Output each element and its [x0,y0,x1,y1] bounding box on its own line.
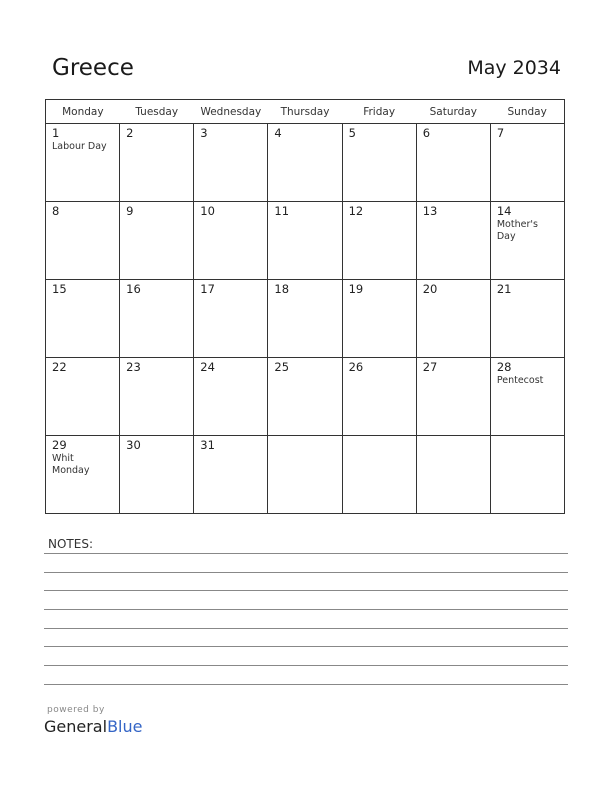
day-number: 16 [126,282,141,296]
holiday-label: Whit Monday [52,453,90,476]
weekday-header: Saturday [416,100,490,124]
calendar-week-row [46,124,565,202]
calendar-day-cell[interactable] [194,436,268,514]
weekday-header: Sunday [490,100,564,124]
country-title: Greece [52,55,134,81]
calendar-day-cell[interactable] [46,280,120,358]
weekday-header: Friday [342,100,416,124]
day-number: 27 [422,360,438,374]
brand-name-part1: General [44,717,108,736]
calendar-week-row [46,280,565,358]
notes-line [44,646,568,647]
day-number: 23 [126,360,141,374]
calendar-day-cell[interactable] [120,436,194,514]
calendar-day-cell[interactable] [46,436,120,514]
day-number: 14 [496,204,512,218]
day-number: 5 [348,126,356,140]
calendar-day-cell[interactable] [120,124,194,202]
calendar-day-cell[interactable] [46,202,120,280]
day-number: 13 [422,204,438,218]
day-number: 6 [422,126,431,140]
calendar-day-cell[interactable] [416,280,490,358]
brand-logo[interactable] [44,717,142,736]
day-number: 11 [274,204,290,218]
calendar-day-cell[interactable] [46,124,120,202]
day-number: 30 [126,438,141,452]
calendar-day-cell[interactable] [268,124,342,202]
calendar-day-cell[interactable] [194,280,268,358]
calendar-day-cell[interactable] [342,436,416,514]
day-number: 18 [274,282,290,296]
day-number: 4 [274,126,282,140]
day-number: 9 [126,204,134,218]
day-number: 26 [348,360,364,374]
day-number: 24 [200,360,215,374]
day-number: 22 [52,360,67,374]
calendar-day-cell[interactable] [416,358,490,436]
calendar-day-cell[interactable] [490,280,564,358]
day-number: 12 [348,204,364,218]
notes-line [44,590,568,591]
weekday-header-row [46,100,565,124]
calendar-day-cell[interactable] [120,358,194,436]
notes-line [44,665,568,666]
calendar-day-cell[interactable] [342,124,416,202]
calendar-day-cell[interactable] [120,202,194,280]
day-number: 28 [496,360,512,374]
weekday-header: Wednesday [194,100,268,124]
day-number: 20 [422,282,438,296]
day-number: 19 [348,282,364,296]
calendar-day-cell[interactable] [268,436,342,514]
holiday-label: Pentecost [496,375,544,386]
notes-line [44,572,568,573]
calendar-week-row [46,202,565,280]
holiday-label: Labour Day [52,141,107,152]
notes-line [44,553,568,554]
day-number: 1 [52,126,60,140]
calendar-day-cell[interactable] [342,358,416,436]
calendar-day-cell[interactable] [194,202,268,280]
weekday-header: Thursday [268,100,342,124]
brand-name-part2: Blue [107,717,143,736]
day-number: 29 [52,438,67,452]
calendar-week-row [46,358,565,436]
day-number: 31 [200,438,215,452]
day-number: 3 [200,126,208,140]
calendar-day-cell[interactable] [490,124,564,202]
calendar-day-cell[interactable] [416,124,490,202]
day-number: 21 [496,282,512,296]
day-number: 25 [274,360,290,374]
calendar-day-cell[interactable] [342,202,416,280]
calendar-day-cell[interactable] [268,358,342,436]
month-year-title: May 2034 [467,57,561,79]
day-number: 8 [52,204,60,218]
notes-line [44,684,568,685]
calendar-day-cell[interactable] [416,202,490,280]
calendar-grid [45,99,565,514]
notes-line [44,609,568,610]
calendar-day-cell[interactable] [46,358,120,436]
notes-label: NOTES: [48,537,93,551]
day-number: 7 [496,126,505,140]
calendar-day-cell[interactable] [490,436,564,514]
calendar-day-cell[interactable] [490,202,564,280]
notes-line [44,628,568,629]
calendar-day-cell[interactable] [268,280,342,358]
weekday-header: Tuesday [120,100,194,124]
day-number: 15 [52,282,67,296]
day-number: 2 [126,126,134,140]
calendar-day-cell[interactable] [120,280,194,358]
calendar-day-cell[interactable] [490,358,564,436]
calendar-day-cell[interactable] [194,124,268,202]
weekday-header: Monday [46,100,120,124]
day-number: 10 [200,204,215,218]
powered-by-text: powered by [47,705,105,715]
calendar-day-cell[interactable] [342,280,416,358]
calendar-day-cell[interactable] [268,202,342,280]
day-number: 17 [200,282,215,296]
calendar-day-cell[interactable] [194,358,268,436]
calendar-day-cell[interactable] [416,436,490,514]
holiday-label: Mother's Day [496,219,538,242]
calendar-week-row [46,436,565,514]
